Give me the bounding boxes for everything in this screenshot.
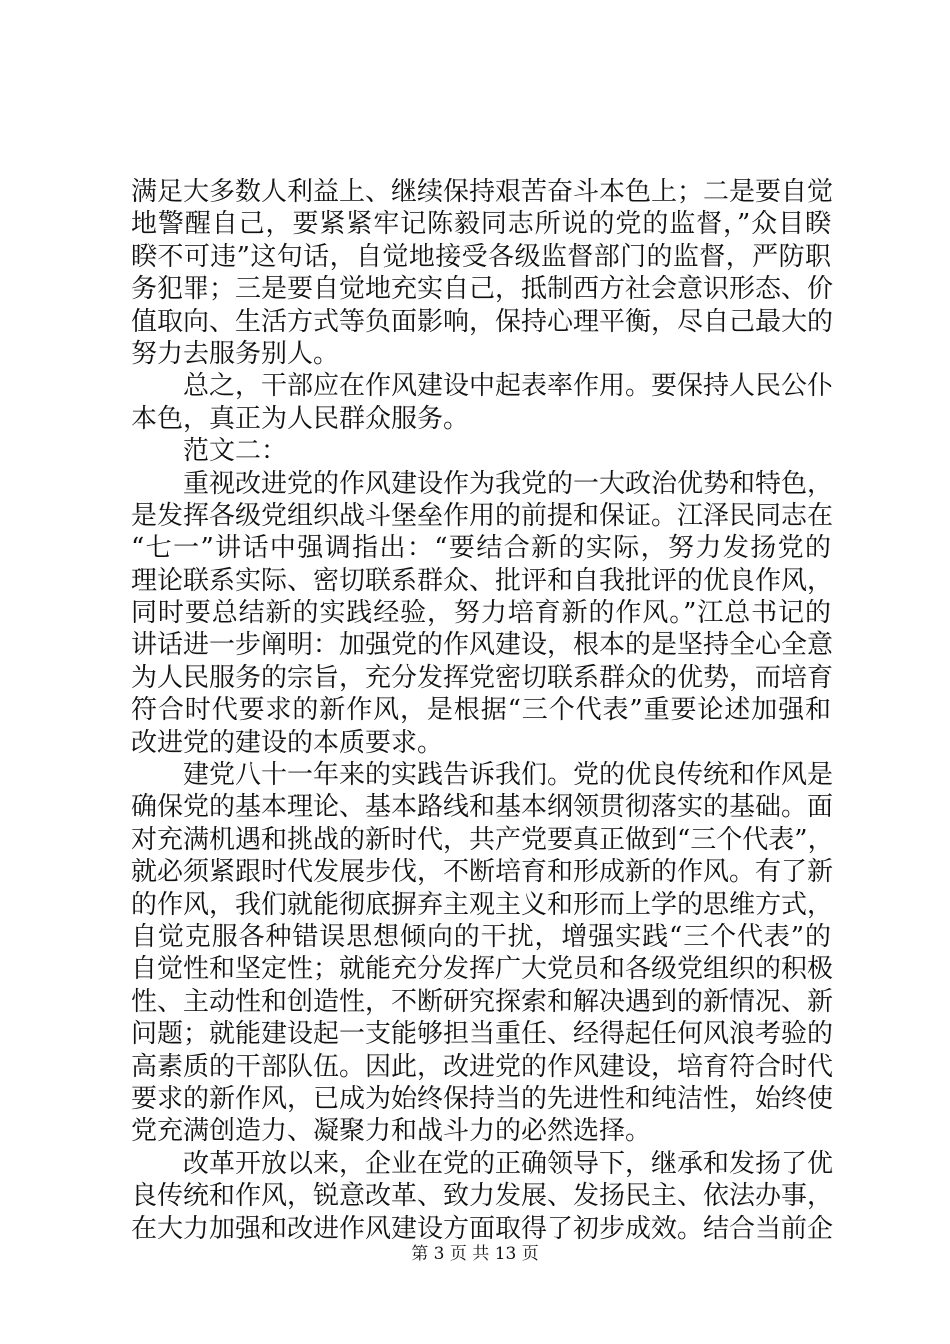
text-line: 党充满创造力、凝聚力和战斗力的必然选择。 [131, 1116, 652, 1147]
text-line: 符合时代要求的新作风，是根据“三个代表”重要论述加强和 [131, 695, 831, 726]
text-line: 问题；就能建设起一支能够担当重任、经得起任何风浪考验的 [131, 1019, 834, 1050]
text-line: 在大力加强和改进作风建设方面取得了初步成效。结合当前企 [131, 1213, 834, 1244]
text-line: 高素质的干部队伍。因此，改进党的作风建设，培育符合时代 [131, 1051, 834, 1082]
text-line: 范文二： [183, 436, 288, 467]
page-number-label: 第 3 页 共 13 页 [411, 1244, 539, 1264]
text-line: 本色，真正为人民群众服务。 [131, 403, 470, 434]
text-line: 对充满机遇和挑战的新时代，共产党要真正做到“三个代表”， [131, 824, 834, 855]
text-line: 满足大多数人利益上、继续保持艰苦奋斗本色上；二是要自觉 [131, 177, 834, 207]
text-line: 同时要总结新的实践经验，努力培育新的作风。”江总书记的 [131, 598, 831, 629]
page-number-footer [0, 1243, 950, 1265]
text-line: 值取向、生活方式等负面影响，保持心理平衡，尽自己最大的 [131, 306, 834, 337]
document-body [131, 176, 834, 1245]
text-line: 睽不可违”这句话，自觉地接受各级监督部门的监督，严防职 [131, 241, 831, 272]
text-line: 性、主动性和创造性，不断研究探索和解决遇到的新情况、新 [131, 986, 834, 1017]
text-line: 确保党的基本理论、基本路线和基本纲领贯彻落实的基础。面 [131, 792, 834, 823]
text-line: 自觉克服各种错误思想倾向的干扰，增强实践“三个代表”的 [131, 921, 831, 952]
text-line: 良传统和作风，锐意改革、致力发展、发扬民主、依法办事， [131, 1181, 834, 1212]
text-line: 讲话进一步阐明：加强党的作风建设，根本的是坚持全心全意 [131, 630, 834, 661]
text-line: 为人民服务的宗旨，充分发挥党密切联系群众的优势，而培育 [131, 662, 834, 693]
text-line: 自觉性和坚定性；就能充分发挥广大党员和各级党组织的积极 [131, 954, 834, 985]
text-line: 理论联系实际、密切联系群众、批评和自我批评的优良作风， [131, 565, 834, 596]
text-line: “七一”讲话中强调指出：“要结合新的实际，努力发扬党的 [131, 533, 831, 564]
text-line: 改革开放以来，企业在党的正确领导下，继承和发扬了优 [183, 1148, 834, 1179]
text-line: 的作风，我们就能彻底摒弃主观主义和形而上学的思维方式， [131, 889, 834, 920]
text-line: 努力去服务别人。 [131, 338, 340, 369]
text-line: 要求的新作风，已成为始终保持当的先进性和纯洁性，始终使 [131, 1083, 834, 1114]
text-line: 务犯罪；三是要自觉地充实自己，抵制西方社会意识形态、价 [131, 274, 834, 305]
text-line: 地警醒自己，要紧紧牢记陈毅同志所说的党的监督，”众目睽 [131, 209, 831, 240]
text-line: 建党八十一年来的实践告诉我们。党的优良传统和作风是 [183, 760, 834, 791]
text-line: 总之，干部应在作风建设中起表率作用。要保持人民公仆 [183, 371, 834, 402]
text-line: 改进党的建设的本质要求。 [131, 727, 444, 758]
text-line: 是发挥各级党组织战斗堡垒作用的前提和保证。江泽民同志在 [131, 500, 834, 531]
text-line: 就必须紧跟时代发展步伐，不断培育和形成新的作风。有了新 [131, 857, 834, 888]
text-line: 重视改进党的作风建设作为我党的一大政治优势和特色， [183, 468, 834, 499]
